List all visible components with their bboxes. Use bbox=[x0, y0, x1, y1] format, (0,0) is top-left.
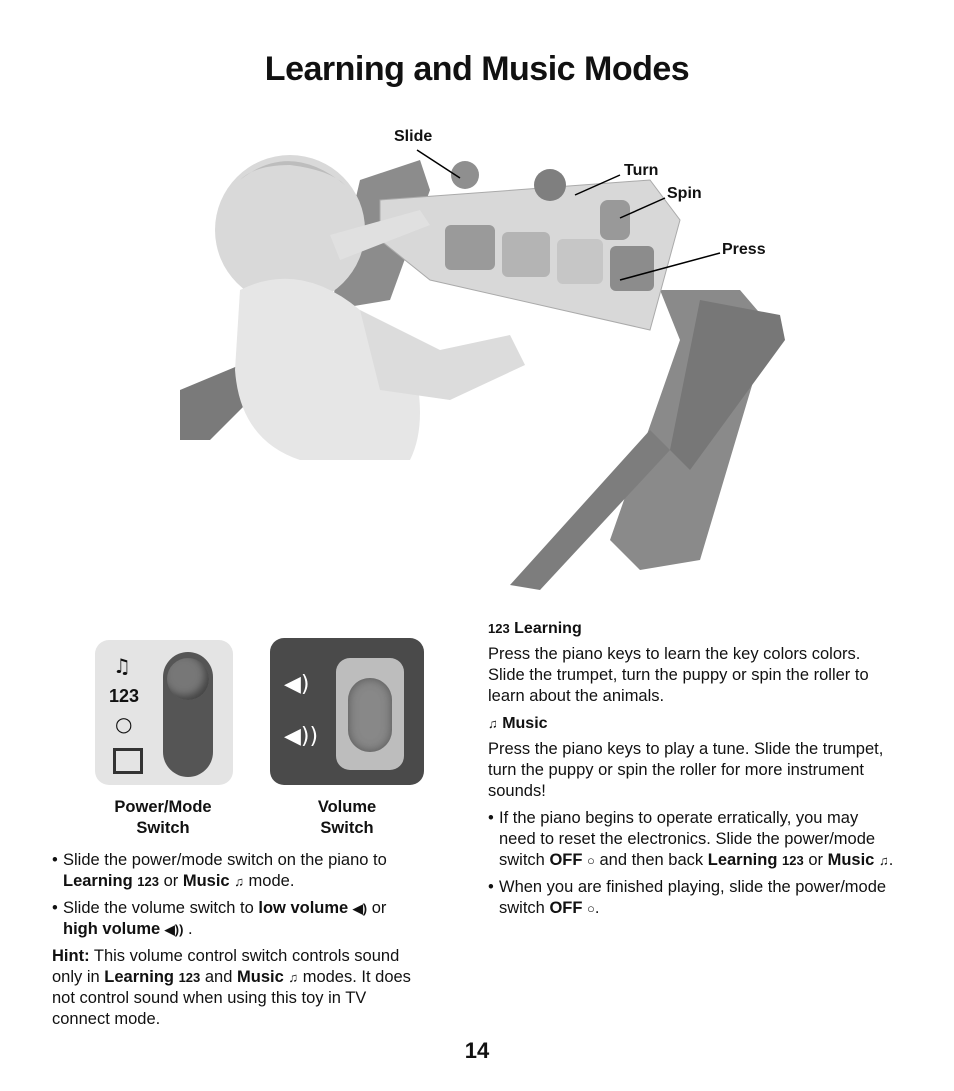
text: . bbox=[594, 899, 600, 917]
learning-heading bbox=[488, 618, 898, 639]
left-column bbox=[52, 850, 467, 1030]
hint-label: Hint: bbox=[52, 947, 90, 965]
learning-label: Learning bbox=[63, 872, 133, 890]
music-mode-icon: ♫ bbox=[113, 654, 131, 678]
learning-mode-icon: 123 bbox=[109, 686, 140, 706]
baby-legs bbox=[360, 310, 525, 400]
list-item bbox=[488, 808, 898, 871]
learning-mode-icon: 123 bbox=[488, 621, 510, 636]
text: modes. It does bbox=[302, 968, 411, 986]
bullet-dot: • bbox=[52, 851, 58, 869]
high-volume-icon: ◀)) bbox=[284, 724, 319, 749]
power-mode-caption bbox=[88, 797, 238, 839]
power-switch-knob bbox=[167, 658, 209, 700]
callout-turn: Turn bbox=[624, 162, 659, 179]
volume-caption bbox=[272, 797, 422, 839]
piano-key bbox=[445, 225, 495, 270]
off-label: OFF bbox=[549, 851, 583, 869]
heading-text: Learning bbox=[514, 620, 582, 637]
bullet-text bbox=[499, 808, 898, 871]
text: . bbox=[888, 851, 894, 869]
off-mode-icon: ○ bbox=[587, 853, 595, 868]
music-mode-icon: ♫ bbox=[488, 716, 498, 731]
text: Slide the power/mode switch on the piano to bbox=[63, 851, 387, 869]
text: Slide the volume switch to bbox=[63, 899, 254, 917]
turn-puppy bbox=[534, 169, 566, 201]
piano-key bbox=[557, 239, 603, 284]
off-mode-icon: ○ bbox=[115, 712, 133, 736]
music-label: Music bbox=[827, 851, 875, 869]
right-column bbox=[488, 618, 898, 919]
bullet-text bbox=[63, 898, 386, 940]
music-mode-icon: ♫ bbox=[878, 853, 889, 868]
bullet-text bbox=[499, 877, 898, 919]
callout-slide: Slide bbox=[394, 128, 433, 145]
bullet-text bbox=[63, 850, 387, 892]
music-label: Music bbox=[182, 872, 230, 890]
music-mode-icon: ♫ bbox=[234, 874, 244, 889]
list-item bbox=[52, 850, 467, 892]
high-volume-icon: ◀)) bbox=[164, 922, 184, 937]
list-item bbox=[52, 898, 467, 940]
heading-text: Music bbox=[502, 715, 548, 732]
tv-mode-icon bbox=[113, 748, 143, 774]
bullet-dot: • bbox=[52, 899, 58, 917]
low-volume-icon: ◀) bbox=[352, 901, 368, 916]
learning-mode-icon: 123 bbox=[782, 853, 804, 868]
caption-line: Volume bbox=[317, 798, 377, 816]
text: and then back bbox=[599, 851, 704, 869]
power-mode-switch-image bbox=[95, 640, 233, 785]
text: not control sound when using this toy in TV bbox=[52, 989, 367, 1007]
baby-piano-photo bbox=[180, 140, 800, 600]
text: and bbox=[204, 968, 233, 986]
text: only in bbox=[52, 968, 100, 986]
low-volume-icon: ◀) bbox=[284, 672, 310, 697]
text: If the piano begins to operate erratically, you may need to reset the electronics. Slide the power/mode switch bbox=[499, 809, 876, 869]
learning-mode-icon: 123 bbox=[178, 970, 201, 985]
piano-key bbox=[610, 246, 654, 291]
piano-key bbox=[502, 232, 550, 277]
low-volume-label: low volume bbox=[258, 899, 349, 917]
text: or bbox=[163, 872, 179, 890]
text: This volume control switch controls sound bbox=[93, 947, 400, 965]
volume-switch-knob bbox=[348, 678, 392, 752]
volume-switch-image bbox=[270, 638, 424, 785]
hint-paragraph bbox=[52, 946, 467, 1030]
music-label: Music bbox=[237, 968, 284, 986]
caption-line: Power/Mode bbox=[114, 798, 212, 816]
bullet-dot: • bbox=[488, 809, 494, 827]
text: mode. bbox=[248, 872, 295, 890]
caption-line: Switch bbox=[136, 819, 190, 837]
high-volume-label: high volume bbox=[63, 920, 161, 938]
text: . bbox=[188, 920, 193, 938]
music-heading bbox=[488, 713, 898, 734]
learning-label: Learning bbox=[104, 968, 174, 986]
off-mode-icon: ○ bbox=[587, 901, 595, 916]
caption-line: Switch bbox=[320, 819, 374, 837]
off-label: OFF bbox=[549, 899, 583, 917]
list-item bbox=[488, 877, 898, 919]
learning-text: Press the piano keys to learn the key colors colors. Slide the trumpet, turn the puppy or spin the roller to learn about the animals. bbox=[488, 645, 869, 705]
page-number: 14 bbox=[464, 1038, 490, 1063]
callout-spin: Spin bbox=[667, 185, 702, 202]
text: or bbox=[371, 899, 387, 917]
text: or bbox=[808, 851, 823, 869]
spin-roller bbox=[600, 200, 630, 240]
page-title: Learning and Music Modes bbox=[264, 50, 690, 88]
callout-press: Press bbox=[722, 241, 766, 258]
music-mode-icon: ♫ bbox=[288, 970, 299, 985]
text: connect mode. bbox=[52, 1010, 161, 1028]
text: When you are finished playing, slide the power/mode switch bbox=[499, 878, 887, 917]
learning-label: Learning bbox=[707, 851, 778, 869]
bullet-dot: • bbox=[488, 878, 494, 896]
learning-mode-icon: 123 bbox=[137, 874, 159, 889]
music-text: Press the piano keys to play a tune. Slide the trumpet, turn the puppy or spin the roller for more instrument sounds! bbox=[488, 740, 884, 800]
